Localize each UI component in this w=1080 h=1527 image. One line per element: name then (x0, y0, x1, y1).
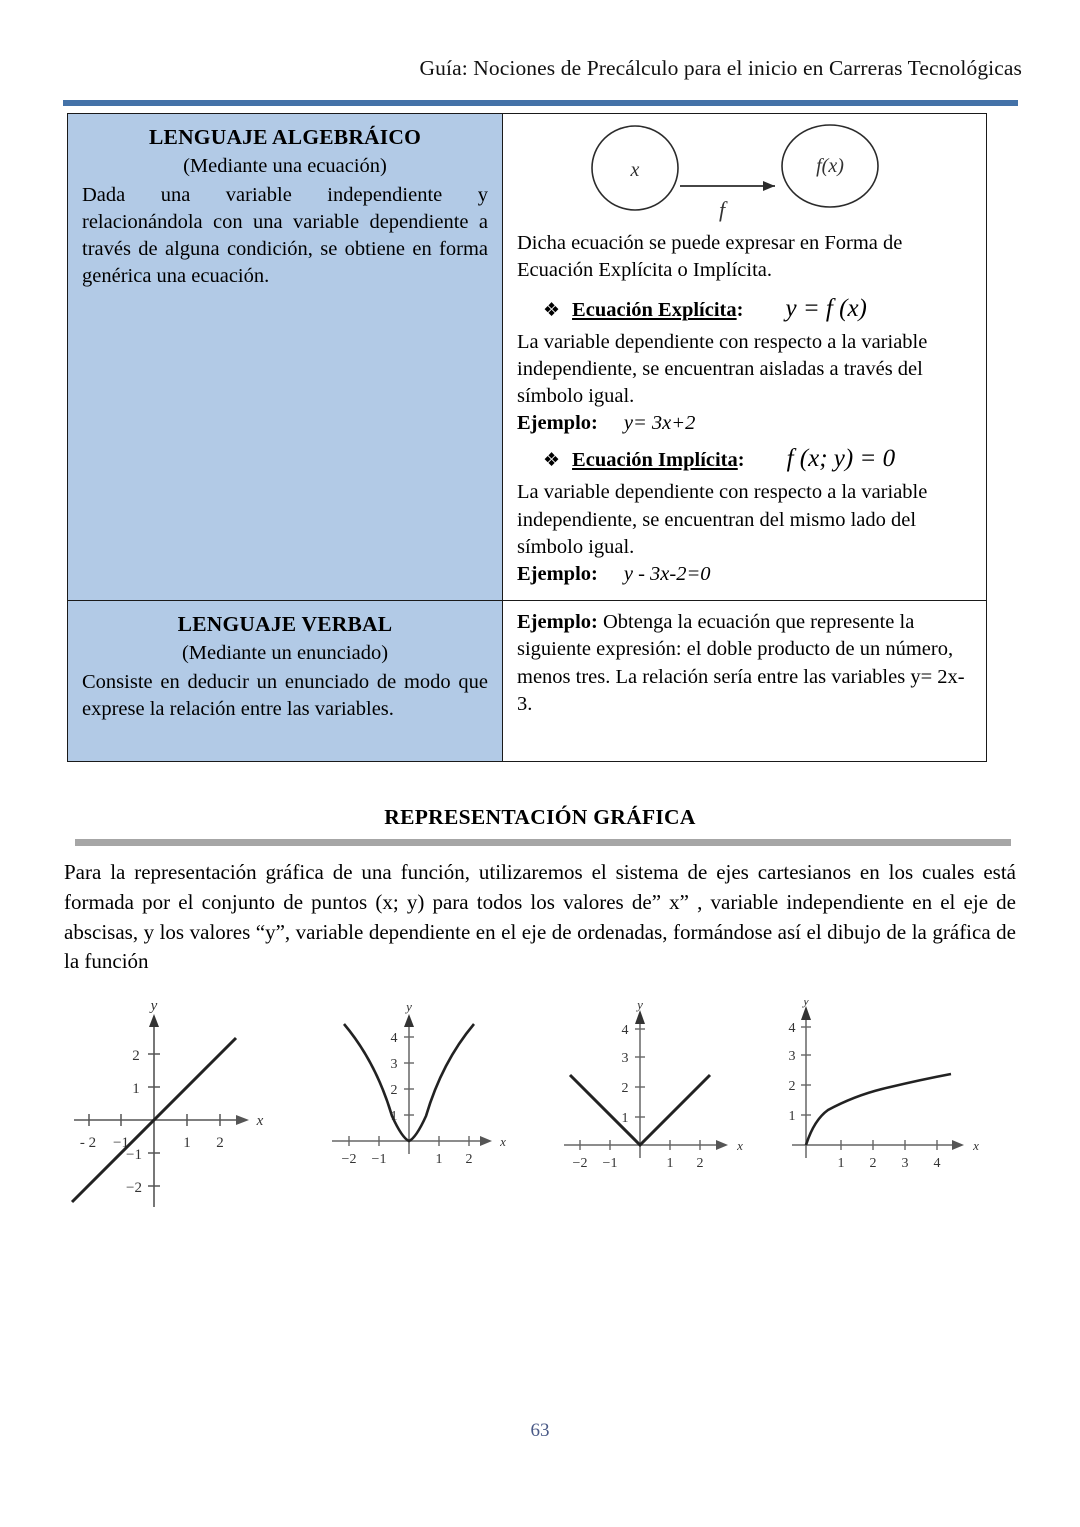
mapping-arrow-head (763, 181, 775, 191)
x-axis-label: x (256, 1113, 264, 1129)
y-axis-arrowhead (801, 1006, 811, 1020)
y-tick-label-1: 1 (621, 1111, 629, 1126)
header-rule (63, 100, 1018, 106)
x-tick-label-2: 2 (465, 1152, 473, 1167)
implicit-equation-description: La variable dependiente con respecto a la variable independiente, se encuentran del mismo lado del símbolo igual. (517, 481, 928, 558)
table-cell-verbal-language (68, 601, 503, 762)
y-tick-label-1: 1 (788, 1109, 796, 1124)
x-axis-label: x (973, 1138, 979, 1153)
header-title: Guía: Nociones de Precálculo para el inicio en Carreras Tecnológicas (419, 56, 1022, 80)
y-tick-label-2: 2 (132, 1048, 140, 1064)
x-tick-label-1: 1 (666, 1156, 674, 1171)
section-rule (75, 839, 1011, 846)
explicit-equation-heading (517, 295, 972, 323)
table-cell-verbal-example (503, 601, 987, 762)
implicit-equation-label: Ecuación Implícita (572, 449, 738, 472)
x-tick-label--1: −1 (113, 1135, 129, 1151)
quadratic-function-graph (314, 1000, 552, 1182)
y-tick-label--1: −1 (126, 1147, 142, 1163)
implicit-equation-colon: : (737, 449, 745, 472)
verbal-example-label: Ejemplo: (517, 611, 598, 633)
square-root-curve (806, 1074, 951, 1145)
implicit-example-label: Ejemplo: (517, 563, 598, 585)
y-tick-label-2: 2 (390, 1083, 398, 1098)
explicit-equation-colon: : (736, 298, 744, 321)
algebraic-language-body: Dada una variable independiente y relacionándola con una variable dependiente a través de alguna condición, se obtiene en forma genérica una ecuación. (82, 183, 488, 287)
y-axis-arrowhead (404, 1014, 414, 1027)
verbal-example-text: Obtenga la ecuación que represente la siguiente expresión: el doble producto de un número, menos tres. La relación sería entre las variables y= 2x-3. (517, 611, 965, 715)
y-axis-label: y (150, 1000, 158, 1014)
x-axis-label: x (500, 1134, 506, 1149)
x-tick-label--2: - 2 (79, 1135, 97, 1151)
y-axis-arrowhead (149, 1014, 159, 1027)
x-tick-label--1: −1 (371, 1152, 387, 1167)
y-tick-label-2: 2 (621, 1081, 629, 1096)
x-axis-arrowhead (952, 1140, 964, 1150)
y-tick-label-1: 1 (390, 1109, 398, 1124)
y-tick-label-4: 4 (390, 1031, 398, 1046)
function-graphs-strip (64, 1000, 1016, 1220)
implicit-equation-heading (517, 445, 972, 473)
explicit-example-math: y= 3x+2 (623, 412, 696, 435)
y-axis-label: y (637, 1002, 643, 1012)
verbal-language-subtitle: (Mediante un enunciado) (181, 641, 389, 664)
explicit-equation-example (517, 412, 972, 435)
x-tick-label-1: 1 (183, 1135, 191, 1151)
equation-forms-intro: Dicha ecuación se puede expresar en Forma de Ecuación Explícita o Implícita. (517, 232, 903, 282)
table-row (68, 601, 987, 762)
explicit-example-label: Ejemplo: (517, 412, 598, 435)
section-title: REPRESENTACIÓN GRÁFICA (384, 805, 696, 829)
y-tick-label--2: −2 (126, 1180, 142, 1196)
verbal-example (517, 609, 972, 718)
y-tick-label-2: 2 (788, 1079, 796, 1094)
algebraic-language-title: LENGUAJE ALGEBRÁICO (148, 125, 421, 149)
x-axis-arrowhead (236, 1115, 249, 1125)
verbal-language-body: Consiste en deducir un enunciado de modo que exprese la relación entre las variables. (82, 670, 488, 720)
implicit-equation-example (517, 563, 972, 586)
codomain-circle-label: f(x) (816, 155, 844, 177)
y-axis-label: y (406, 1002, 412, 1014)
page-header (0, 56, 1080, 81)
y-tick-label-3: 3 (788, 1049, 796, 1064)
x-tick-label--2: −2 (341, 1152, 357, 1167)
y-axis-arrowhead (635, 1010, 645, 1024)
y-tick-label-4: 4 (621, 1023, 629, 1038)
x-tick-label-3: 3 (901, 1156, 909, 1171)
x-tick-label-1: 1 (435, 1152, 443, 1167)
explicit-equation-label: Ecuación Explícita (572, 298, 737, 321)
function-mapping-diagram (517, 124, 972, 224)
square-root-function-graph (784, 1000, 1016, 1180)
x-tick-label-1: 1 (837, 1156, 845, 1171)
table-cell-algebraic-language (68, 114, 503, 601)
x-tick-label-2: 2 (869, 1156, 877, 1171)
domain-circle-label: x (630, 159, 640, 181)
table-row (68, 114, 987, 601)
page-number: 63 (530, 1420, 550, 1441)
y-tick-label-3: 3 (390, 1057, 398, 1072)
diamond-bullet-icon: ❖ (543, 449, 561, 472)
table-cell-equation-forms (503, 114, 987, 601)
x-axis-arrowhead (716, 1140, 728, 1150)
implicit-example-math: y - 3x-2=0 (623, 563, 711, 585)
x-tick-label-2: 2 (696, 1156, 704, 1171)
explicit-equation-description: La variable dependiente con respecto a la variable independiente, se encuentran aisladas a través del símbolo igual. (517, 330, 928, 407)
verbal-language-title: LENGUAJE VERBAL (177, 612, 393, 636)
x-tick-label-4: 4 (933, 1156, 941, 1171)
x-tick-label--1: −1 (602, 1156, 618, 1171)
implicit-equation-formula: f (x; y) = 0 (786, 445, 896, 473)
y-tick-label-1: 1 (132, 1081, 140, 1097)
section-paragraph: Para la representación gráfica de una función, utilizaremos el sistema de ejes cartesianos en los cuales está formada por el conjunto de puntos (x; y) para todos los valores de” x” , variable independiente en el eje de abscisas, y los valores “y”, variable dependiente en el eje de ordenadas, formándose así el dibujo de la gráfica de la función (64, 860, 1016, 974)
absolute-value-function-graph (552, 1000, 784, 1182)
algebraic-language-subtitle: (Mediante una ecuación) (183, 154, 387, 177)
diamond-bullet-icon: ❖ (543, 298, 561, 321)
explicit-equation-formula: y = f (x) (785, 294, 867, 322)
identity-function-graph (64, 1000, 314, 1215)
y-axis-label: y (803, 1000, 809, 1008)
mapping-arrow-label: f (718, 197, 726, 222)
x-tick-label--2: −2 (572, 1156, 588, 1171)
y-tick-label-3: 3 (621, 1051, 629, 1066)
x-tick-label-2: 2 (216, 1135, 224, 1151)
y-tick-label-4: 4 (788, 1021, 796, 1036)
x-axis-arrowhead (480, 1136, 492, 1146)
language-representation-table (67, 113, 987, 762)
x-axis-label: x (737, 1138, 743, 1153)
